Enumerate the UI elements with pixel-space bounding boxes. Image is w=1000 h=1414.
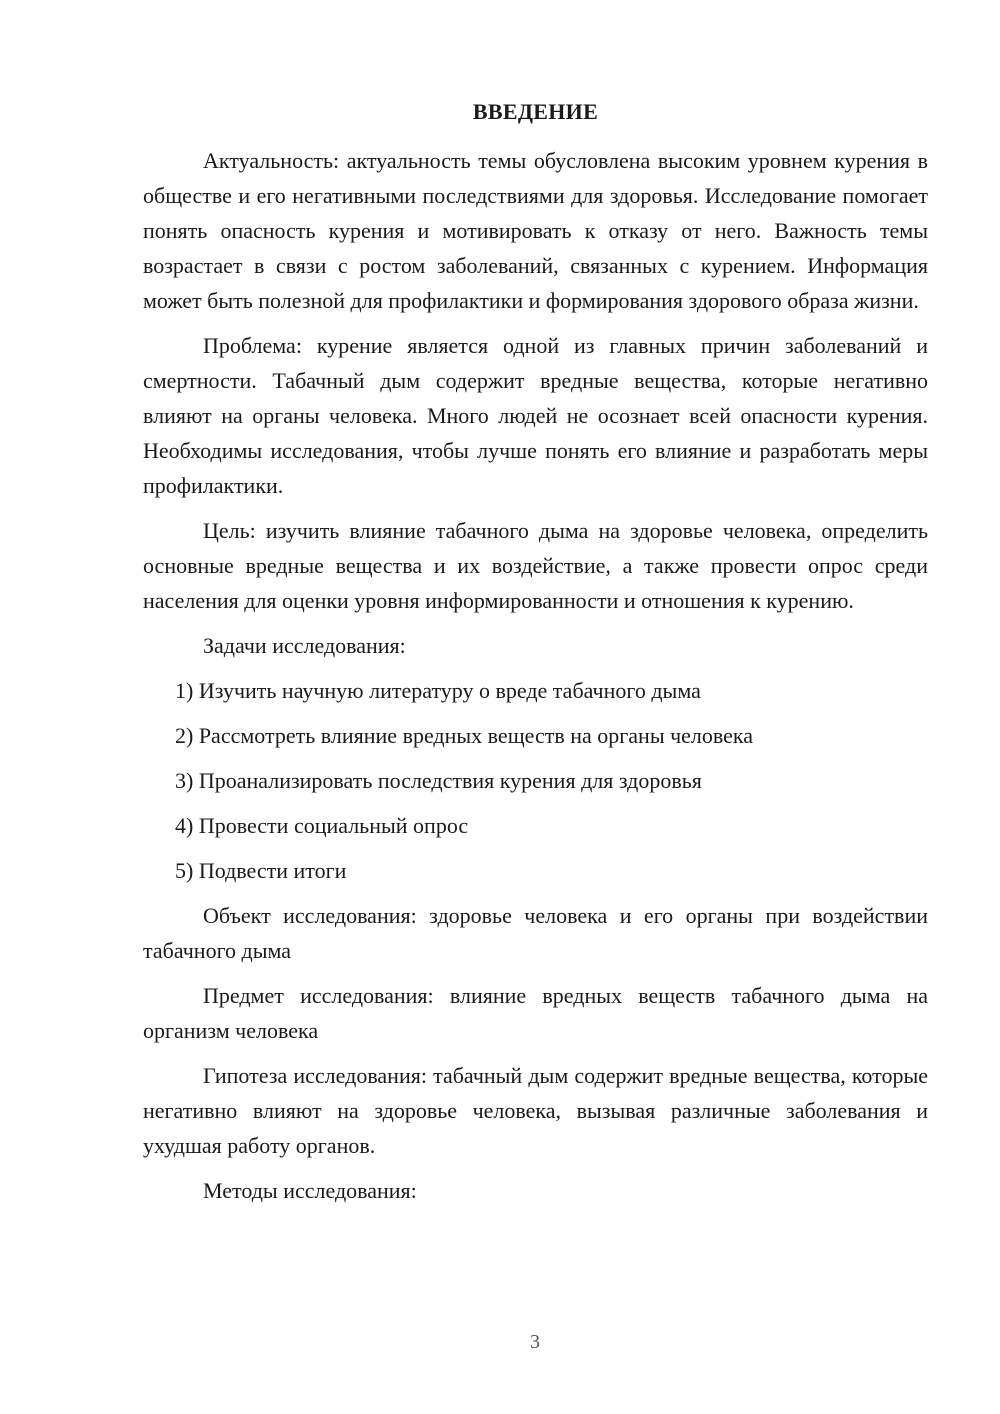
document-page xyxy=(143,94,928,1218)
goal-paragraph: Цель: изучить влияние табачного дыма на здоровье человека, определить основные вредные вещества и их воздействие, а также провести опрос среди населения для оценки уровня информированности и отношения к курению. xyxy=(143,518,928,613)
page-number: 3 xyxy=(530,1331,540,1353)
subject-paragraph: Предмет исследования: влияние вредных веществ табачного дыма на организм человека xyxy=(143,983,928,1043)
hypothesis-paragraph: Гипотеза исследования: табачный дым содержит вредные вещества, которые негативно влияют на здоровье человека, вызывая различные заболевания и ухудшая работу органов. xyxy=(143,1063,928,1158)
tasks-list xyxy=(143,673,928,888)
object-paragraph: Объект исследования: здоровье человека и его органы при воздействии табачного дыма xyxy=(143,903,928,963)
task-item-5: 5) Подвести итоги xyxy=(175,858,347,883)
problem-paragraph: Проблема: курение является одной из главных причин заболеваний и смертности. Табачный дым содержит вредные вещества, которые негативно влияют на органы человека. Много людей не осознает всей опасности курения. Необходимы исследования, чтобы лучше понять его влияние и разработать меры профилактики. xyxy=(143,333,928,498)
methods-heading: Методы исследования: xyxy=(203,1178,417,1203)
page-title: ВВЕДЕНИЕ xyxy=(472,99,599,124)
tasks-heading: Задачи исследования: xyxy=(203,633,406,658)
task-item-4: 4) Провести социальный опрос xyxy=(175,813,469,838)
relevance-paragraph: Актуальность: актуальность темы обусловлена высоким уровнем курения в обществе и его негативными последствиями для здоровья. Исследование помогает понять опасность курения и мотивировать к отказу от него. Важность темы возрастает в связи с ростом заболеваний, связанных с курением. Информация может быть полезной для профилактики и формирования здорового образа жизни. xyxy=(143,148,928,313)
task-item-3: 3) Проанализировать последствия курения для здоровья xyxy=(175,768,702,793)
task-item-2: 2) Рассмотреть влияние вредных веществ на органы человека xyxy=(175,723,754,748)
task-item-1: 1) Изучить научную литературу о вреде табачного дыма xyxy=(175,678,701,703)
